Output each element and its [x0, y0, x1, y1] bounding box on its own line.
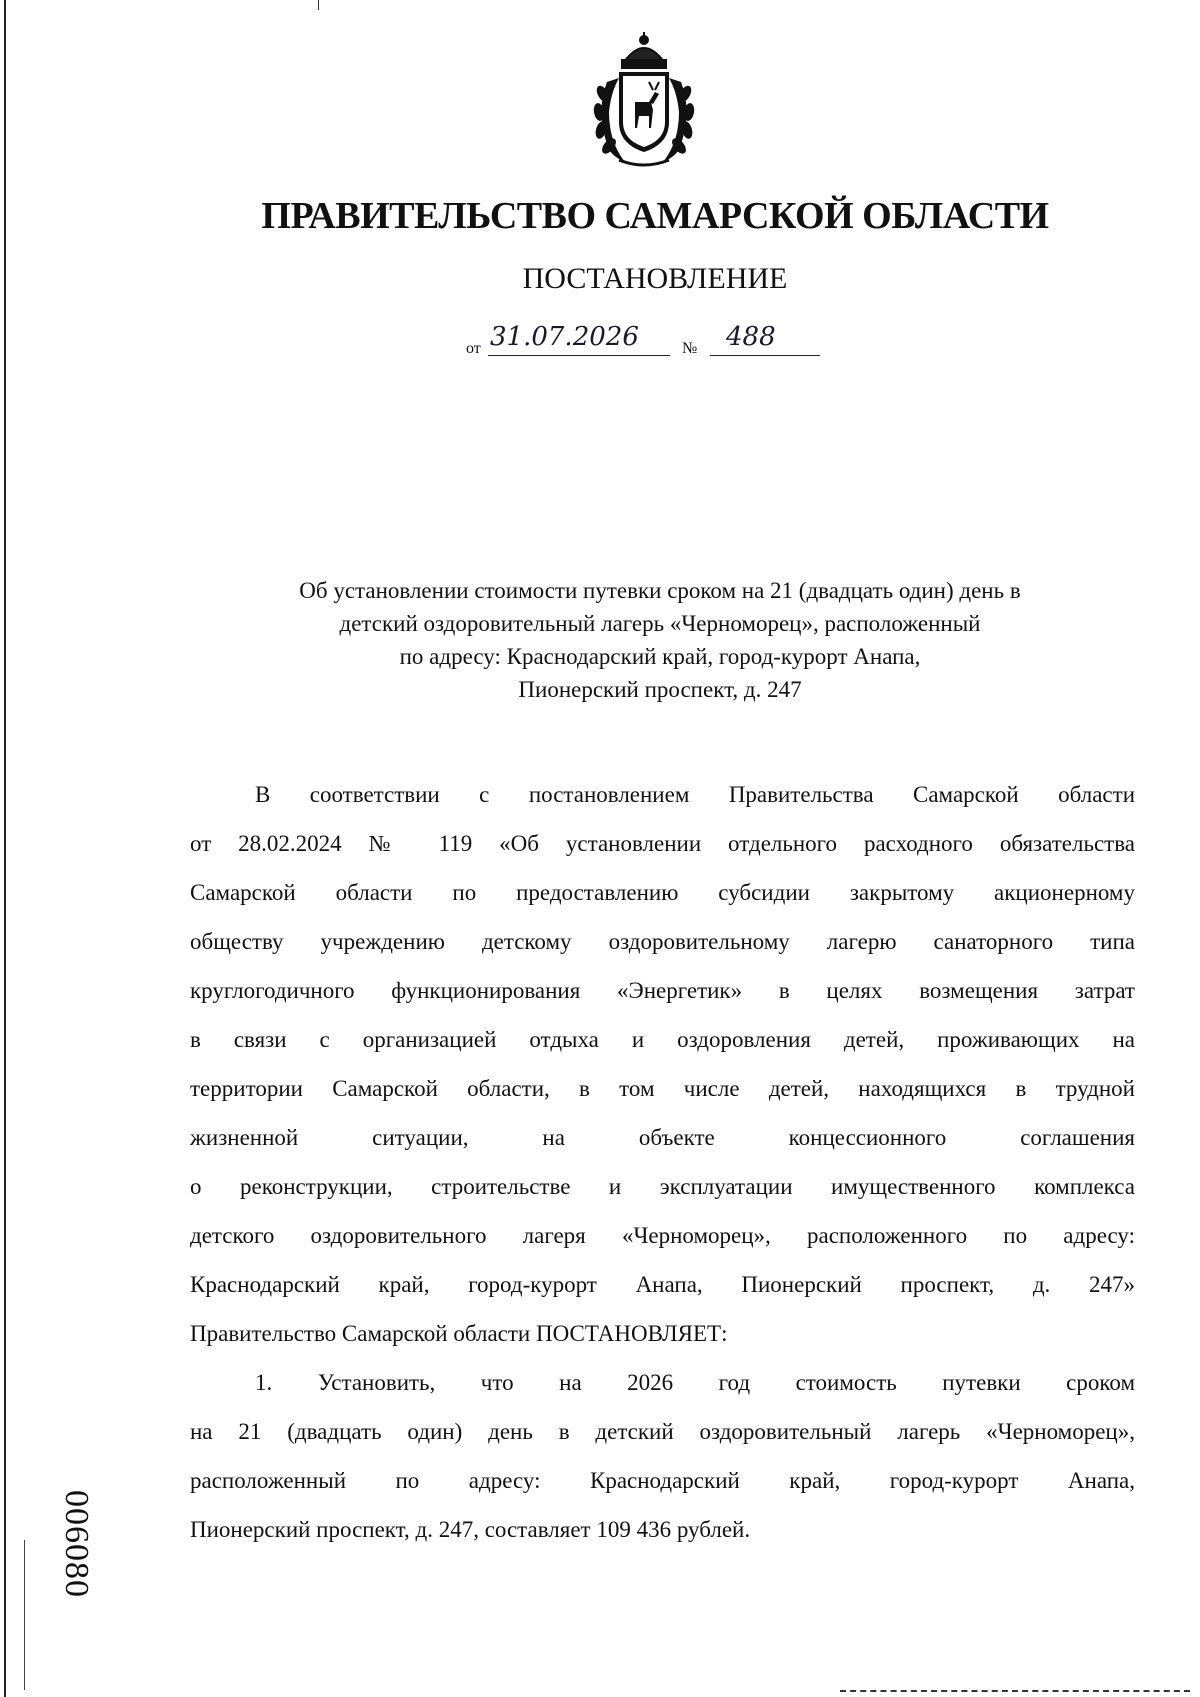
- body-line: о реконструкции, строительстве и эксплуатации имущественного комплекса: [190, 1174, 1135, 1199]
- subject-line: детский оздоровительный лагерь «Черноморец», расположенный: [339, 611, 981, 636]
- clause-1-line: 1. Установить, что на 2026 год стоимость путевки сроком: [255, 1370, 1135, 1395]
- handwritten-date: 31.07.2026: [490, 322, 639, 352]
- body-line: жизненной ситуации, на объекте концессионного соглашения: [190, 1125, 1135, 1150]
- clause-1-line: расположенный по адресу: Краснодарский край, город-курорт Анапа,: [190, 1468, 1135, 1493]
- number-underline: [710, 355, 820, 356]
- scan-border-line-secondary: [24, 1540, 25, 1690]
- scan-artifact-mark: [318, 0, 319, 10]
- body-line: Самарской области по предоставлению субсидии закрытому акционерному: [190, 880, 1135, 905]
- date-prefix-label: от: [466, 340, 481, 357]
- body-line: от 28.02.2024 № 119 «Об установлении отдельного расходного обязательства: [190, 831, 1135, 856]
- document-type-title: ПОСТАНОВЛЕНИЕ: [522, 262, 788, 295]
- body-line: территории Самарской области, в том числе детей, находящихся в трудной: [190, 1076, 1135, 1101]
- samara-coat-of-arms-icon: [589, 32, 699, 170]
- handwritten-number: 488: [726, 322, 776, 352]
- date-underline: [488, 355, 670, 356]
- body-line: детского оздоровительного лагеря «Черноморец», расположенного по адресу:: [190, 1223, 1135, 1248]
- subject-line: Об установлении стоимости путевки сроком на 21 (двадцать один) день в: [299, 578, 1021, 603]
- scan-bottom-dashes: [840, 1690, 1190, 1692]
- subject-line: по адресу: Краснодарский край, город-курорт Анапа,: [399, 644, 921, 669]
- body-line: круглогодичного функционирования «Энергетик» в целях возмещения затрат: [190, 978, 1135, 1003]
- body-line: В соответствии с постановлением Правительства Самарской области: [255, 782, 1135, 807]
- clause-1-line: на 21 (двадцать один) день в детский оздоровительный лагерь «Черноморец»,: [190, 1419, 1135, 1444]
- document-body: [190, 770, 1135, 1554]
- subject-line: Пионерский проспект, д. 247: [518, 677, 802, 702]
- body-line: Правительство Самарской области ПОСТАНОВЛЯЕТ:: [190, 1321, 728, 1346]
- scan-border-line: [4, 0, 6, 1697]
- margin-serial-number: 006080: [58, 1490, 95, 1598]
- body-line: в связи с организацией отдыха и оздоровления детей, проживающих на: [190, 1027, 1135, 1052]
- clause-1-line: Пионерский проспект, д. 247, составляет 109 436 рублей.: [190, 1517, 751, 1542]
- body-line: обществу учреждению детскому оздоровительному лагерю санаторного типа: [190, 929, 1135, 954]
- document-subject: [160, 574, 1160, 706]
- body-line: Краснодарский край, город-курорт Анапа, Пионерский проспект, д. 247»: [190, 1272, 1135, 1297]
- number-prefix-label: №: [682, 340, 698, 357]
- government-title: ПРАВИТЕЛЬСТВО САМАРСКОЙ ОБЛАСТИ: [261, 195, 1049, 237]
